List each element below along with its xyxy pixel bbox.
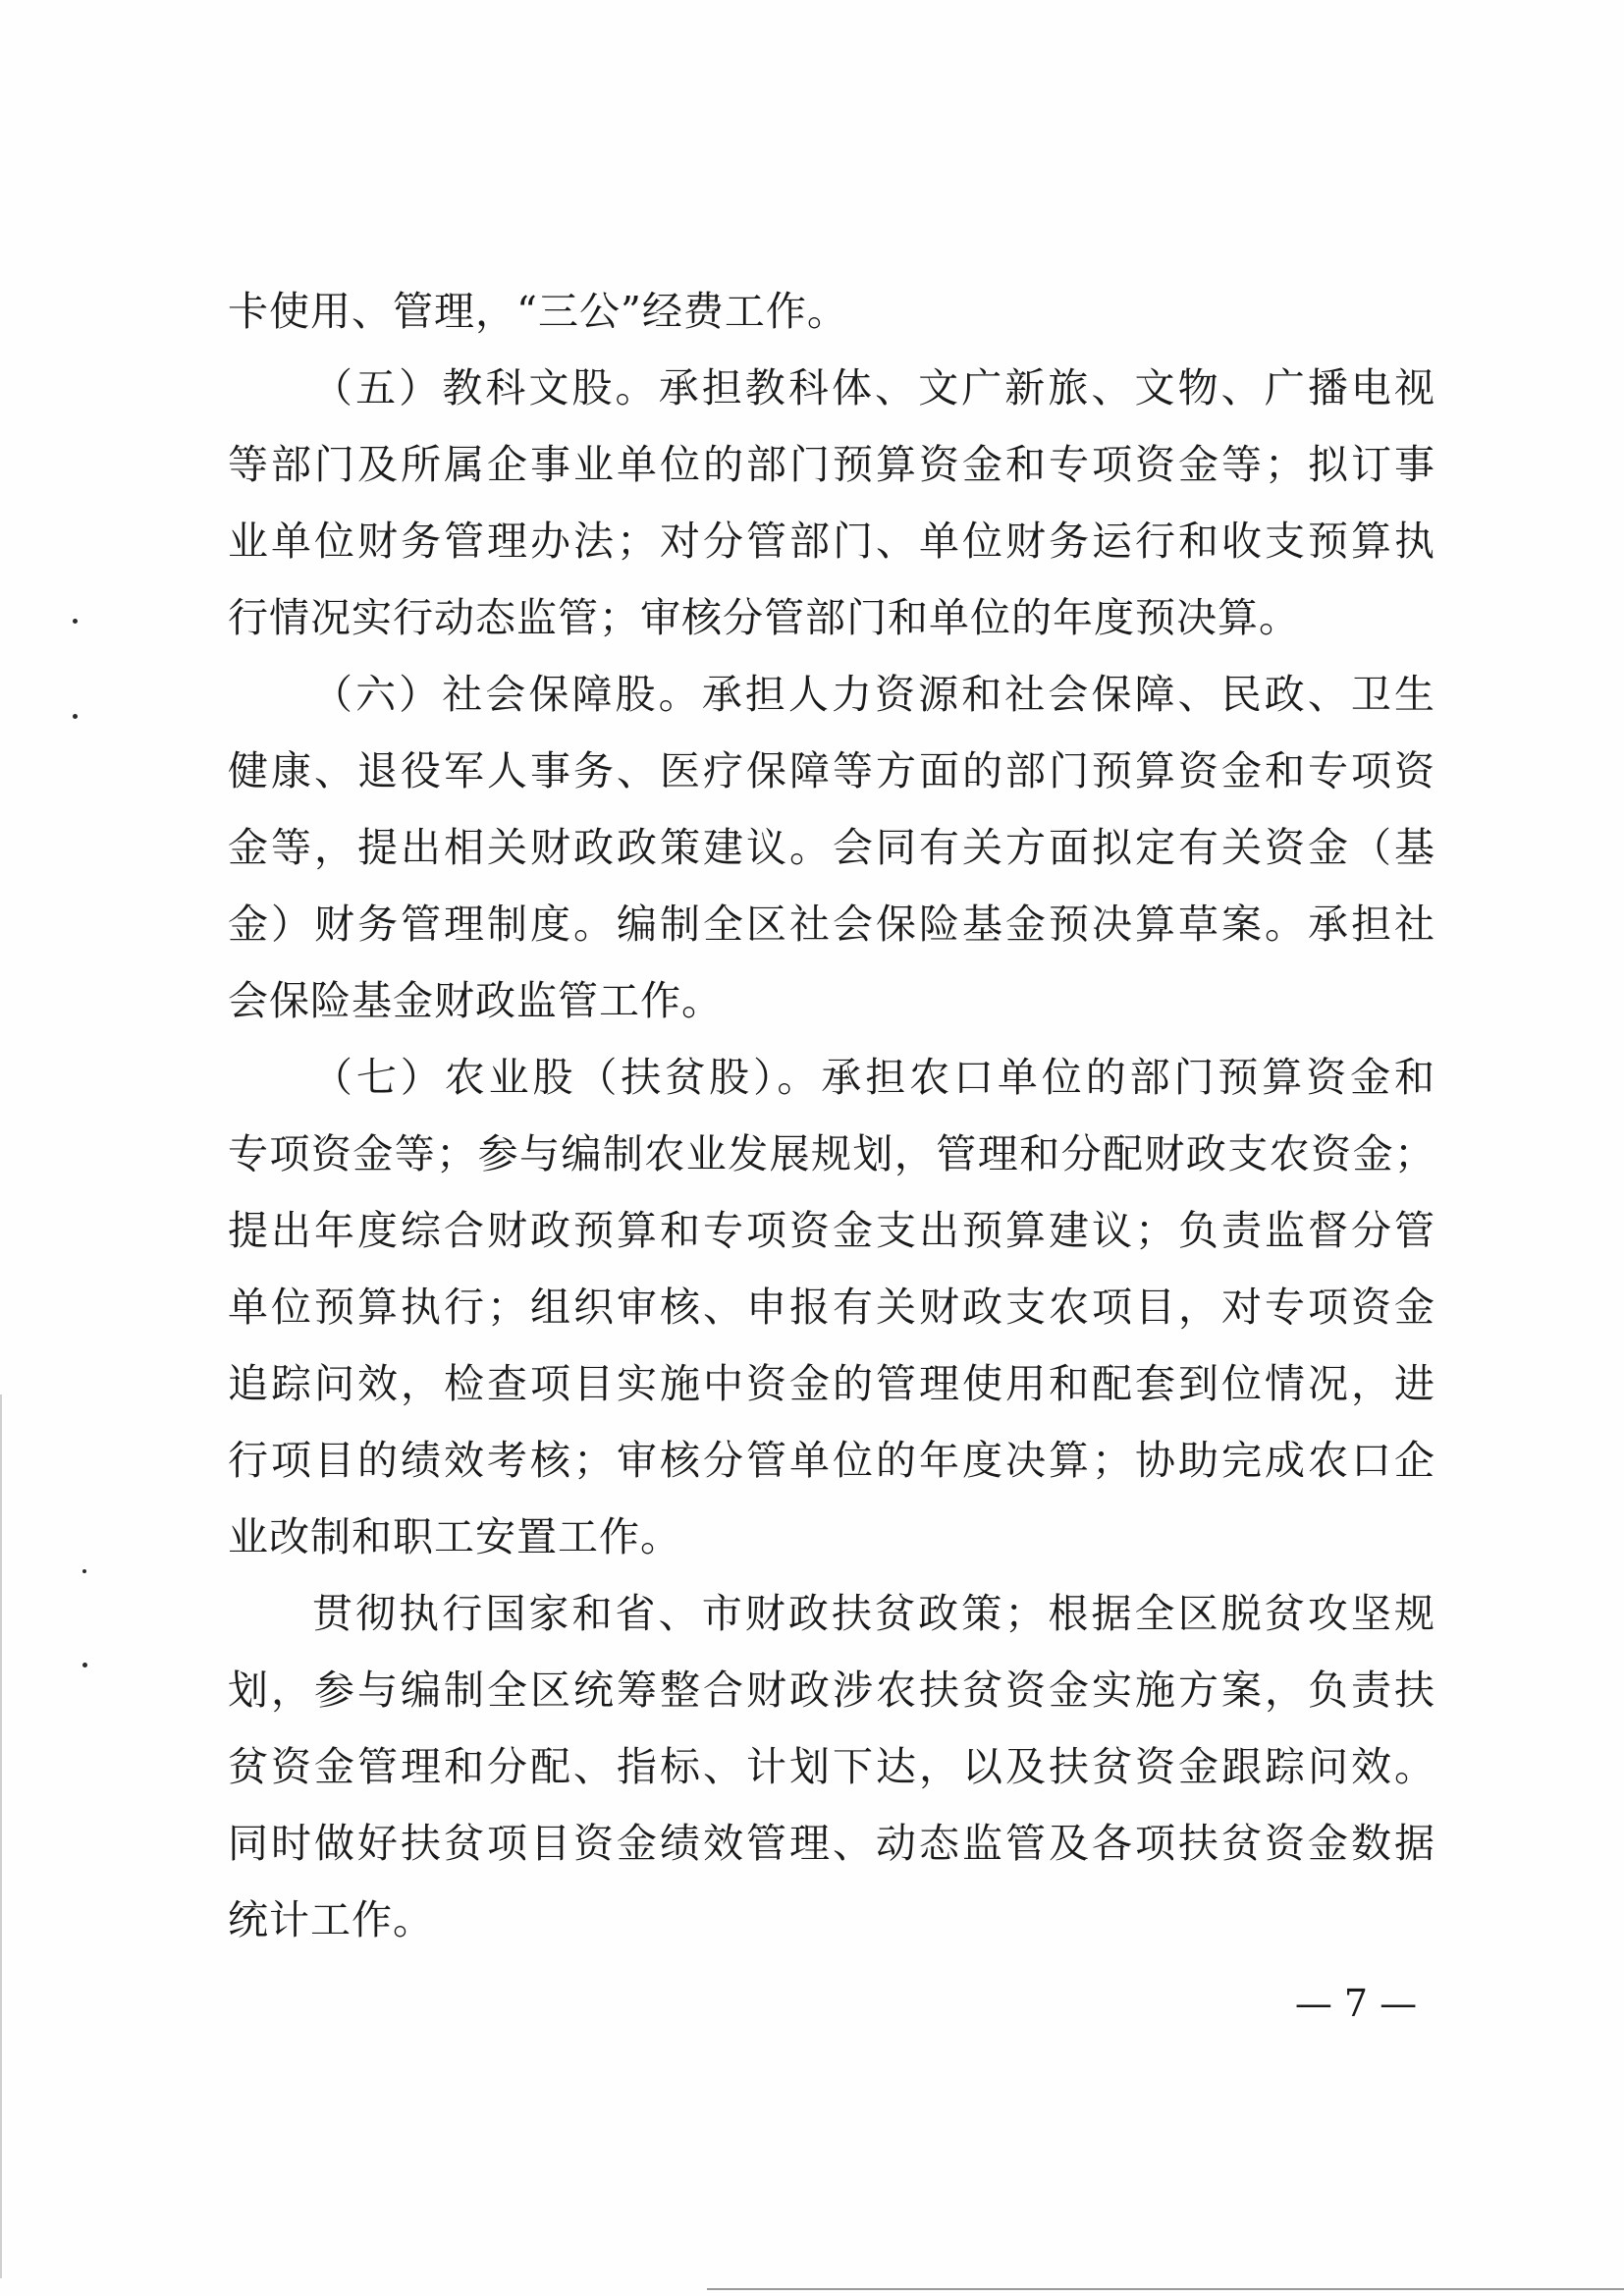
text-line: 划，参与编制全区统筹整合财政涉农扶贫资金实施方案，负责扶 — [228, 1667, 1435, 1714]
scan-artifact-dot — [82, 1663, 87, 1667]
text-line: 单位预算执行；组织审核、申报有关财政支农项目，对专项资金 — [228, 1284, 1435, 1331]
text-line: （五）教科文股。承担教科体、文广新旅、文物、广播电视 — [312, 364, 1435, 411]
text-line: （七）农业股（扶贫股）。承担农口单位的部门预算资金和 — [312, 1054, 1435, 1101]
page-number: — 7 — — [1294, 1982, 1418, 2025]
scan-edge-shadow — [0, 1394, 2, 2278]
text-line: 金等，提出相关财政政策建议。会同有关方面拟定有关资金（基 — [228, 824, 1435, 871]
text-line: 卡使用、管理，“三公”经费工作。 — [228, 288, 848, 335]
text-line: 统计工作。 — [228, 1896, 434, 1943]
text-line: 业单位财务管理办法；对分管部门、单位财务运行和收支预算执 — [228, 518, 1435, 565]
scan-artifact-dot — [73, 619, 78, 624]
text-line: 贫资金管理和分配、指标、计划下达，以及扶贫资金跟踪问效。 — [228, 1743, 1435, 1790]
text-line: 追踪问效，检查项目实施中资金的管理使用和配套到位情况，进 — [228, 1360, 1435, 1407]
text-line: 业改制和职工安置工作。 — [228, 1513, 681, 1560]
text-line: 行情况实行动态监管；审核分管部门和单位的年度预决算。 — [228, 594, 1300, 641]
text-line: 会保险基金财政监管工作。 — [228, 977, 723, 1024]
text-line: 健康、退役军人事务、医疗保障等方面的部门预算资金和专项资 — [228, 747, 1435, 794]
scan-artifact-dot — [73, 714, 78, 719]
text-line: 行项目的绩效考核；审核分管单位的年度决算；协助完成农口企 — [228, 1437, 1435, 1484]
text-line: 同时做好扶贫项目资金绩效管理、动态监管及各项扶贫资金数据 — [228, 1820, 1435, 1867]
text-line: 金）财务管理制度。编制全区社会保险基金预决算草案。承担社 — [228, 901, 1435, 948]
text-line: 专项资金等；参与编制农业发展规划，管理和分配财政支农资金； — [228, 1130, 1435, 1177]
scan-bottom-edge — [707, 2288, 1624, 2290]
text-line: （六）社会保障股。承担人力资源和社会保障、民政、卫生 — [312, 671, 1435, 718]
text-line: 贯彻执行国家和省、市财政扶贫政策；根据全区脱贫攻坚规 — [312, 1590, 1435, 1637]
text-line: 提出年度综合财政预算和专项资金支出预算建议；负责监督分管 — [228, 1207, 1435, 1254]
scan-artifact-dot — [82, 1569, 86, 1573]
text-line: 等部门及所属企事业单位的部门预算资金和专项资金等；拟订事 — [228, 441, 1435, 488]
body-text — [228, 273, 1435, 1958]
